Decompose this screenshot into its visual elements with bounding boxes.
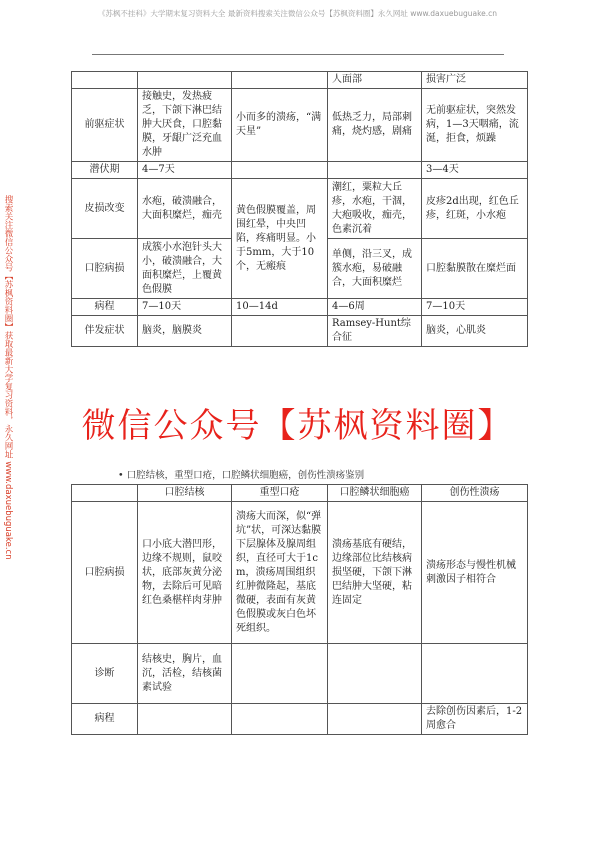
table-cell: 7—10天 bbox=[422, 299, 528, 316]
table-header-cell: 创伤性溃疡 bbox=[422, 485, 528, 502]
table-cell: 7—10天 bbox=[138, 299, 232, 316]
table-cell: 口腔黏膜散在糜烂面 bbox=[422, 239, 528, 299]
table-cell: 成簇小水泡针头大小，破溃融合，大面积糜烂，上覆黄色假膜 bbox=[138, 239, 232, 299]
row-label: 诊断 bbox=[72, 644, 138, 704]
table-cell: 水疱，破溃融合，大面积糜烂，痂壳 bbox=[138, 179, 232, 239]
row-label: 病程 bbox=[72, 704, 138, 735]
table-cell: 脑炎，脑膜炎 bbox=[138, 316, 232, 347]
wechat-watermark: 微信公众号【苏枫资料圈】 bbox=[81, 406, 514, 446]
table-row bbox=[72, 644, 528, 704]
table-cell: 溃疡基底有硬结，边缘部位比结核病损坚硬，下颌下淋巴结肿大坚硬，粘连固定 bbox=[328, 502, 422, 644]
table-cell bbox=[232, 704, 328, 735]
table-cell: 皮疹2d出现，红色丘疹，红斑，小水疱 bbox=[422, 179, 528, 239]
table-header-cell: 口腔结核 bbox=[138, 485, 232, 502]
comparison-table-1 bbox=[71, 71, 528, 347]
row-label: 口腔病损 bbox=[72, 502, 138, 644]
table-header-row bbox=[72, 72, 528, 89]
table-cell: 小而多的溃疡，“满天星” bbox=[232, 89, 328, 162]
table-cell bbox=[422, 644, 528, 704]
table-cell: 单侧，沿三叉，成簇水疱，易破融合，大面积糜烂 bbox=[328, 239, 422, 299]
table-cell bbox=[328, 644, 422, 704]
row-label: 皮损改变 bbox=[72, 179, 138, 239]
table-cell: 潮红，粟粒大丘疹，水疱，干涸，大疱吸收，痂壳，色素沉着 bbox=[328, 179, 422, 239]
table-cell bbox=[232, 162, 328, 179]
table-cell bbox=[328, 162, 422, 179]
table-cell: 去除创伤因素后，1-2周愈合 bbox=[422, 704, 528, 735]
table-header-cell bbox=[232, 72, 328, 89]
table-cell: 溃疡形态与慢性机械刺激因子相符合 bbox=[422, 502, 528, 644]
side-watermark-text: 搜索关注微信公众号【苏枫资料圈】获取最新大学复习资料，永久网址 www.daxuebuguake.cn bbox=[3, 195, 13, 560]
table-header-cell: 重型口疮 bbox=[232, 485, 328, 502]
table-cell: 接触史，发热疲乏，下颌下淋巴结肿大厌食，口腔黏膜，牙龈广泛充血水肿 bbox=[138, 89, 232, 162]
table-row bbox=[72, 502, 528, 644]
table-cell bbox=[232, 316, 328, 347]
table-header-cell bbox=[138, 72, 232, 89]
table-cell: 10—14d bbox=[232, 299, 328, 316]
table-cell: 口小底大潜凹形，边缘不规则，鼠咬状，底部灰黄分泌物，去除后可见暗红色桑椹样肉芽肿 bbox=[138, 502, 232, 644]
table-cell: 黄色假膜覆盖，周围红晕，中央凹陷，疼痛明显。小于5mm，大于10个，无瘢痕 bbox=[232, 179, 328, 299]
table-header-cell: 口腔鳞状细胞癌 bbox=[328, 485, 422, 502]
table-header-cell bbox=[72, 72, 138, 89]
table-cell: 3—4天 bbox=[422, 162, 528, 179]
table-row bbox=[72, 89, 528, 162]
table-row bbox=[72, 316, 528, 347]
page-header: 《苏枫不挂科》大学期末复习资料大全 最新资料搜索关注微信公众号【苏枫资料圈】永久网址 www.daxuebuguake.cn bbox=[97, 9, 498, 18]
table-row bbox=[72, 299, 528, 316]
table-cell bbox=[328, 704, 422, 735]
table-cell: 结核史，胸片，血沉，活检，结核菌素试验 bbox=[138, 644, 232, 704]
table-cell: 溃疡大而深，似“弹坑”状，可深达黏膜下层腺体及腺周组织，直径可大于1cm，溃疡周围组织红肿微隆起，基底微硬，表面有灰黄色假膜或灰白色坏死组织。 bbox=[232, 502, 328, 644]
table-cell: 低热乏力，局部刺痛，烧灼感，剧痛 bbox=[328, 89, 422, 162]
row-label: 伴发症状 bbox=[72, 316, 138, 347]
table-row bbox=[72, 162, 528, 179]
row-label: 前驱症状 bbox=[72, 89, 138, 162]
section-bullet: • 口腔结核，重型口疮，口腔鳞状细胞癌，创伤性溃疡鉴别 bbox=[118, 470, 365, 481]
table-row bbox=[72, 704, 528, 735]
comparison-table-2 bbox=[71, 484, 528, 735]
table-cell: Ramsey-Hunt综合征 bbox=[328, 316, 422, 347]
table-cell: 无前驱症状，突然发病，1—3天咽痛，流涎，拒食，烦躁 bbox=[422, 89, 528, 162]
table-cell: 4—6周 bbox=[328, 299, 422, 316]
table-header-cell: 损害广泛 bbox=[422, 72, 528, 89]
table-cell bbox=[232, 644, 328, 704]
table-header-cell: 人面部 bbox=[328, 72, 422, 89]
row-label: 口腔病损 bbox=[72, 239, 138, 299]
table-row bbox=[72, 179, 528, 239]
table-header-cell bbox=[72, 485, 138, 502]
table-cell bbox=[138, 704, 232, 735]
header-divider bbox=[92, 54, 504, 55]
row-label: 潜伏期 bbox=[72, 162, 138, 179]
table-cell: 4—7天 bbox=[138, 162, 232, 179]
table-header-row bbox=[72, 485, 528, 502]
row-label: 病程 bbox=[72, 299, 138, 316]
table-cell: 脑炎，心肌炎 bbox=[422, 316, 528, 347]
